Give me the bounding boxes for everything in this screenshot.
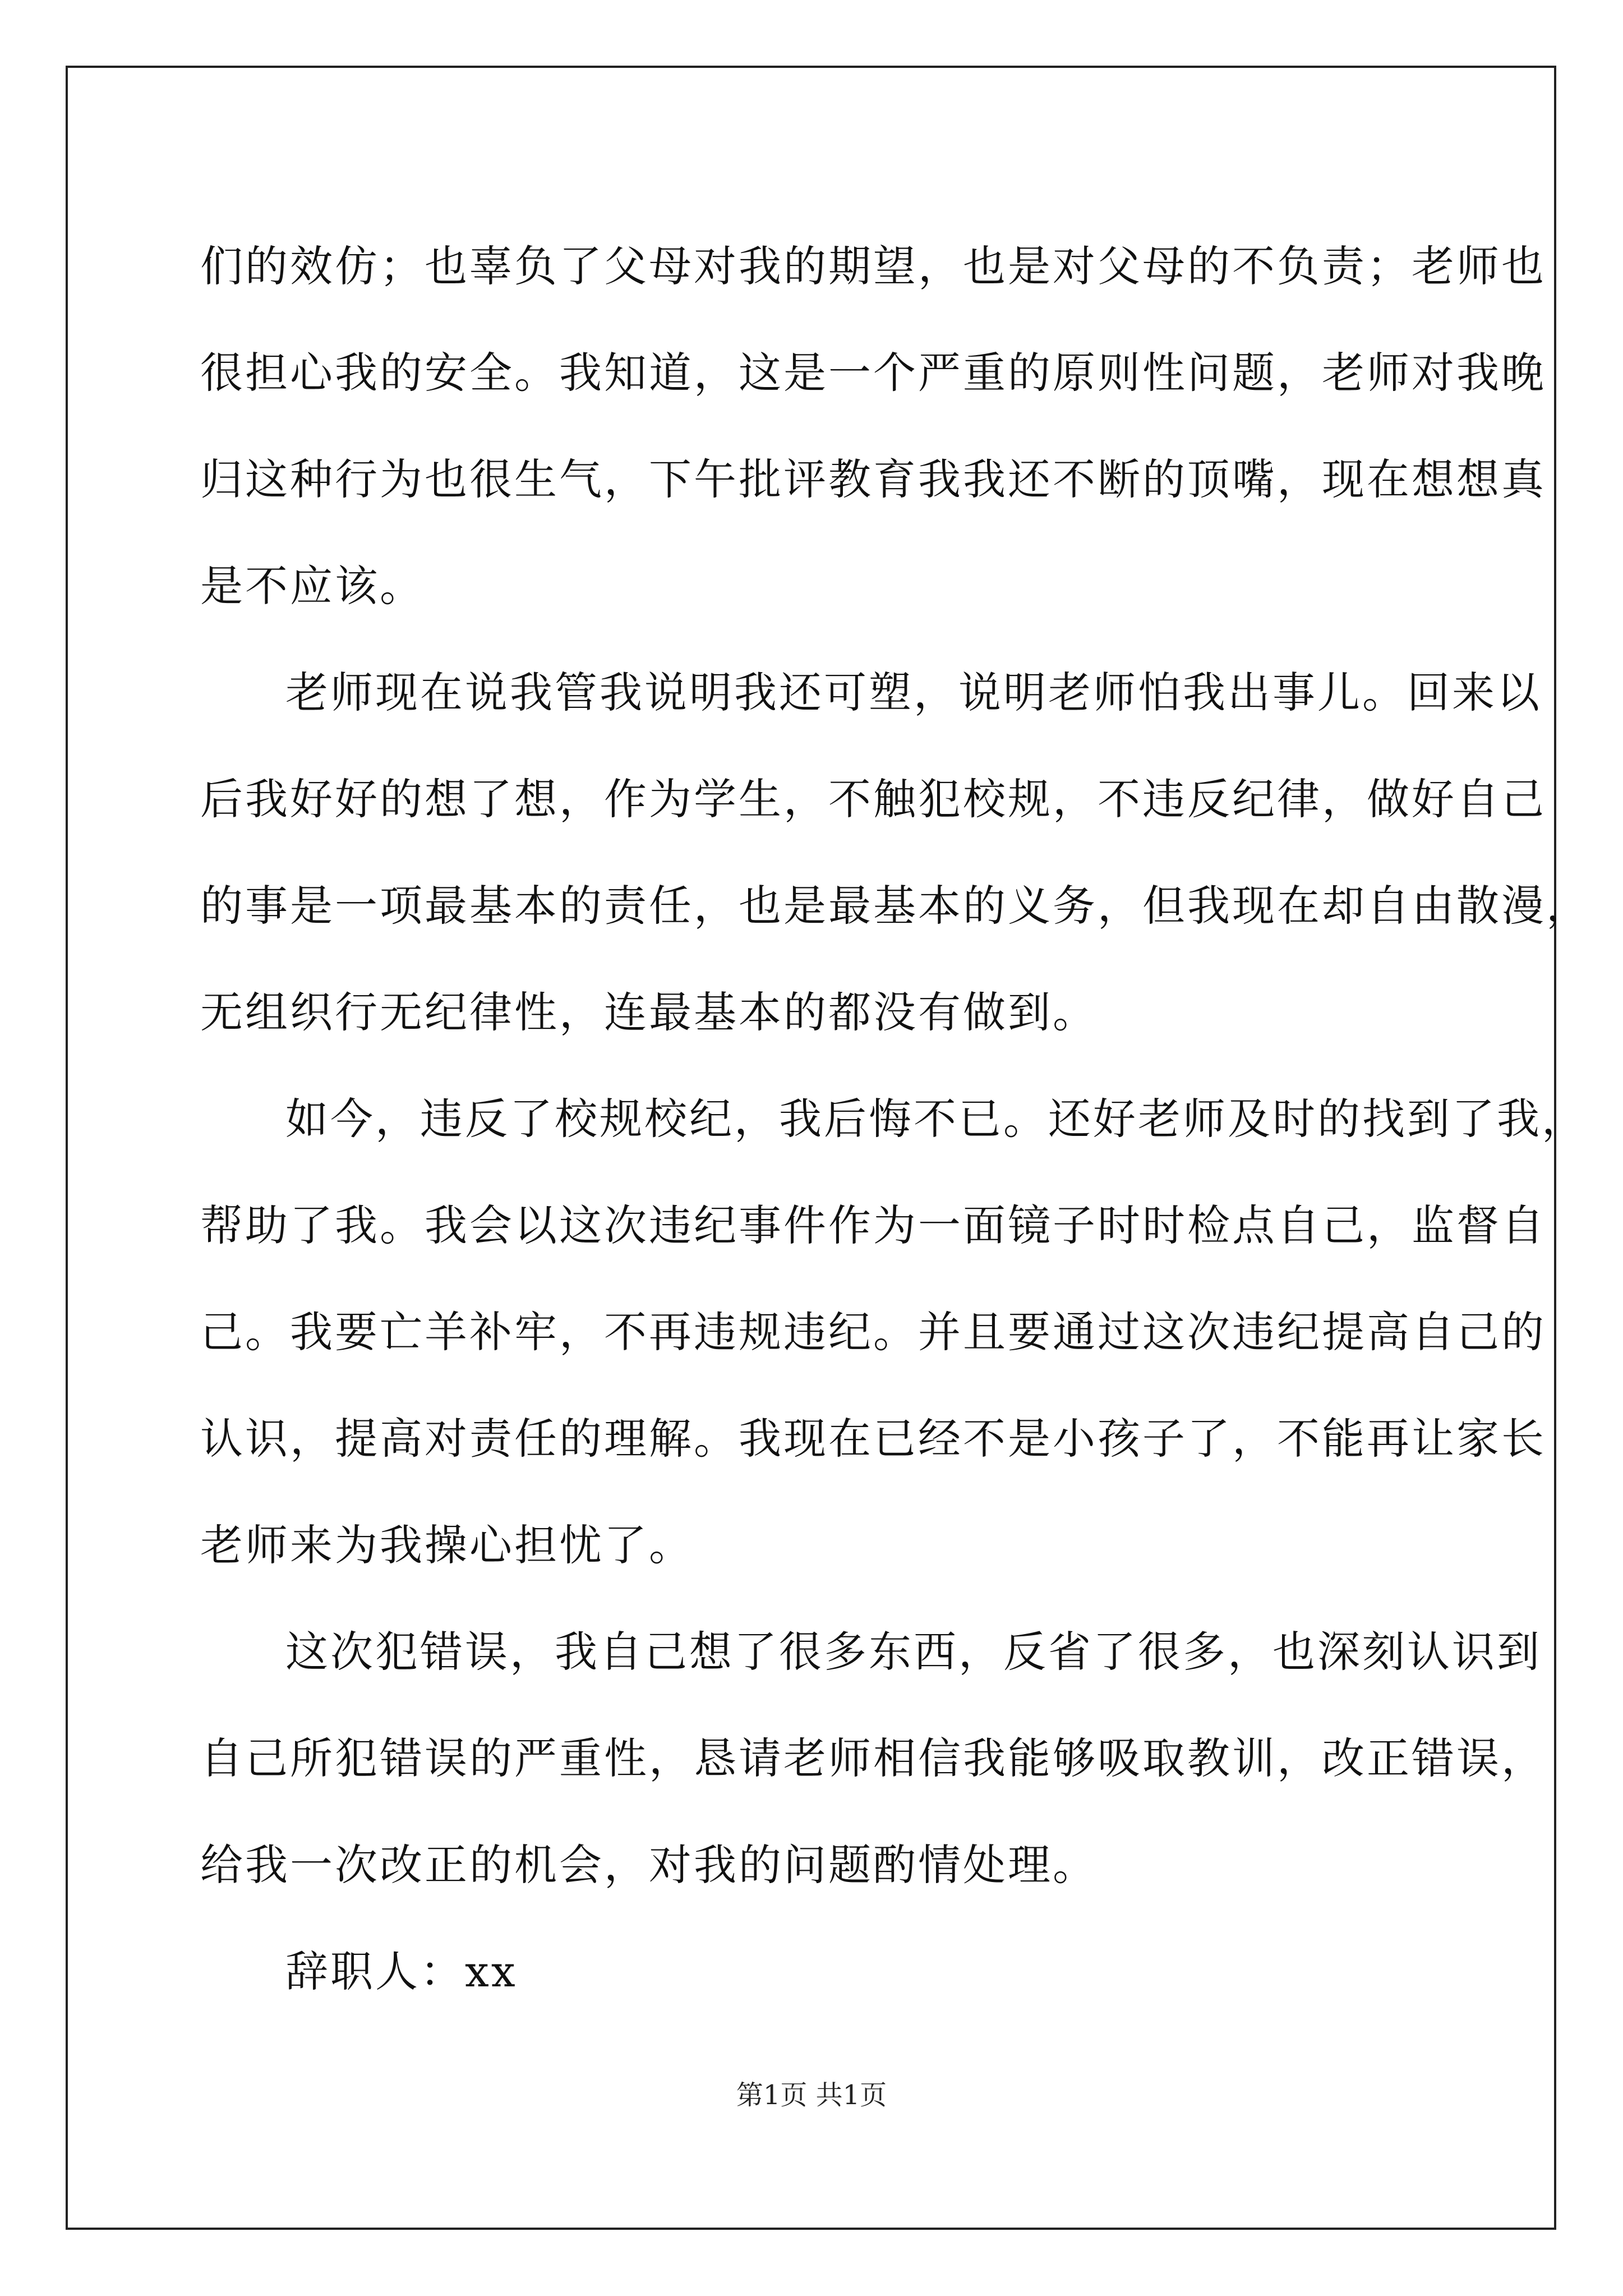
paragraph-start-line: 这次犯错误，我自己想了很多东西，反省了很多，也深刻认识到 [285,1627,1542,1677]
paragraph-start-line: 老师现在说我管我说明我还可塑，说明老师怕我出事儿。回来以 [285,668,1542,717]
text-line: 的事是一项最基本的责任，也是最基本的义务，但我现在却自由散漫， [200,881,1591,931]
text-line: 后我好好的想了想，作为学生，不触犯校规，不违反纪律，做好自己 [200,774,1546,824]
text-line: 给我一次改正的机会，对我的问题酌情处理。 [200,1840,1098,1890]
text-line: 是不应该。 [200,561,425,611]
paragraph-start-line: 如今，违反了校规校纪，我后悔不已。还好老师及时的找到了我， [285,1094,1587,1144]
text-line: 认识，提高对责任的理解。我现在已经不是小孩子了，不能再让家长 [200,1414,1546,1464]
text-line: 无组织行无纪律性，连最基本的都没有做到。 [200,987,1098,1037]
text-line: 们的效仿；也辜负了父母对我的期望，也是对父母的不负责；老师也 [200,241,1546,291]
signature-line: 辞职人：xx [285,1947,518,1996]
document-body [200,213,1591,2025]
page-number-footer: 第1页 共1页 [736,2079,887,2111]
text-line: 老师来为我操心担忧了。 [200,1520,694,1570]
text-line: 归这种行为也很生气，下午批评教育我我还不断的顶嘴，现在想想真 [200,454,1546,504]
text-line: 帮助了我。我会以这次违纪事件作为一面镜子时时检点自己，监督自 [200,1200,1546,1250]
text-line: 自己所犯错误的严重性，恳请老师相信我能够吸取教训，改正错误， [200,1733,1546,1783]
text-line: 很担心我的安全。我知道，这是一个严重的原则性问题，老师对我晚 [200,348,1546,398]
text-line: 己。我要亡羊补牢，不再违规违纪。并且要通过这次违纪提高自己的 [200,1307,1546,1357]
